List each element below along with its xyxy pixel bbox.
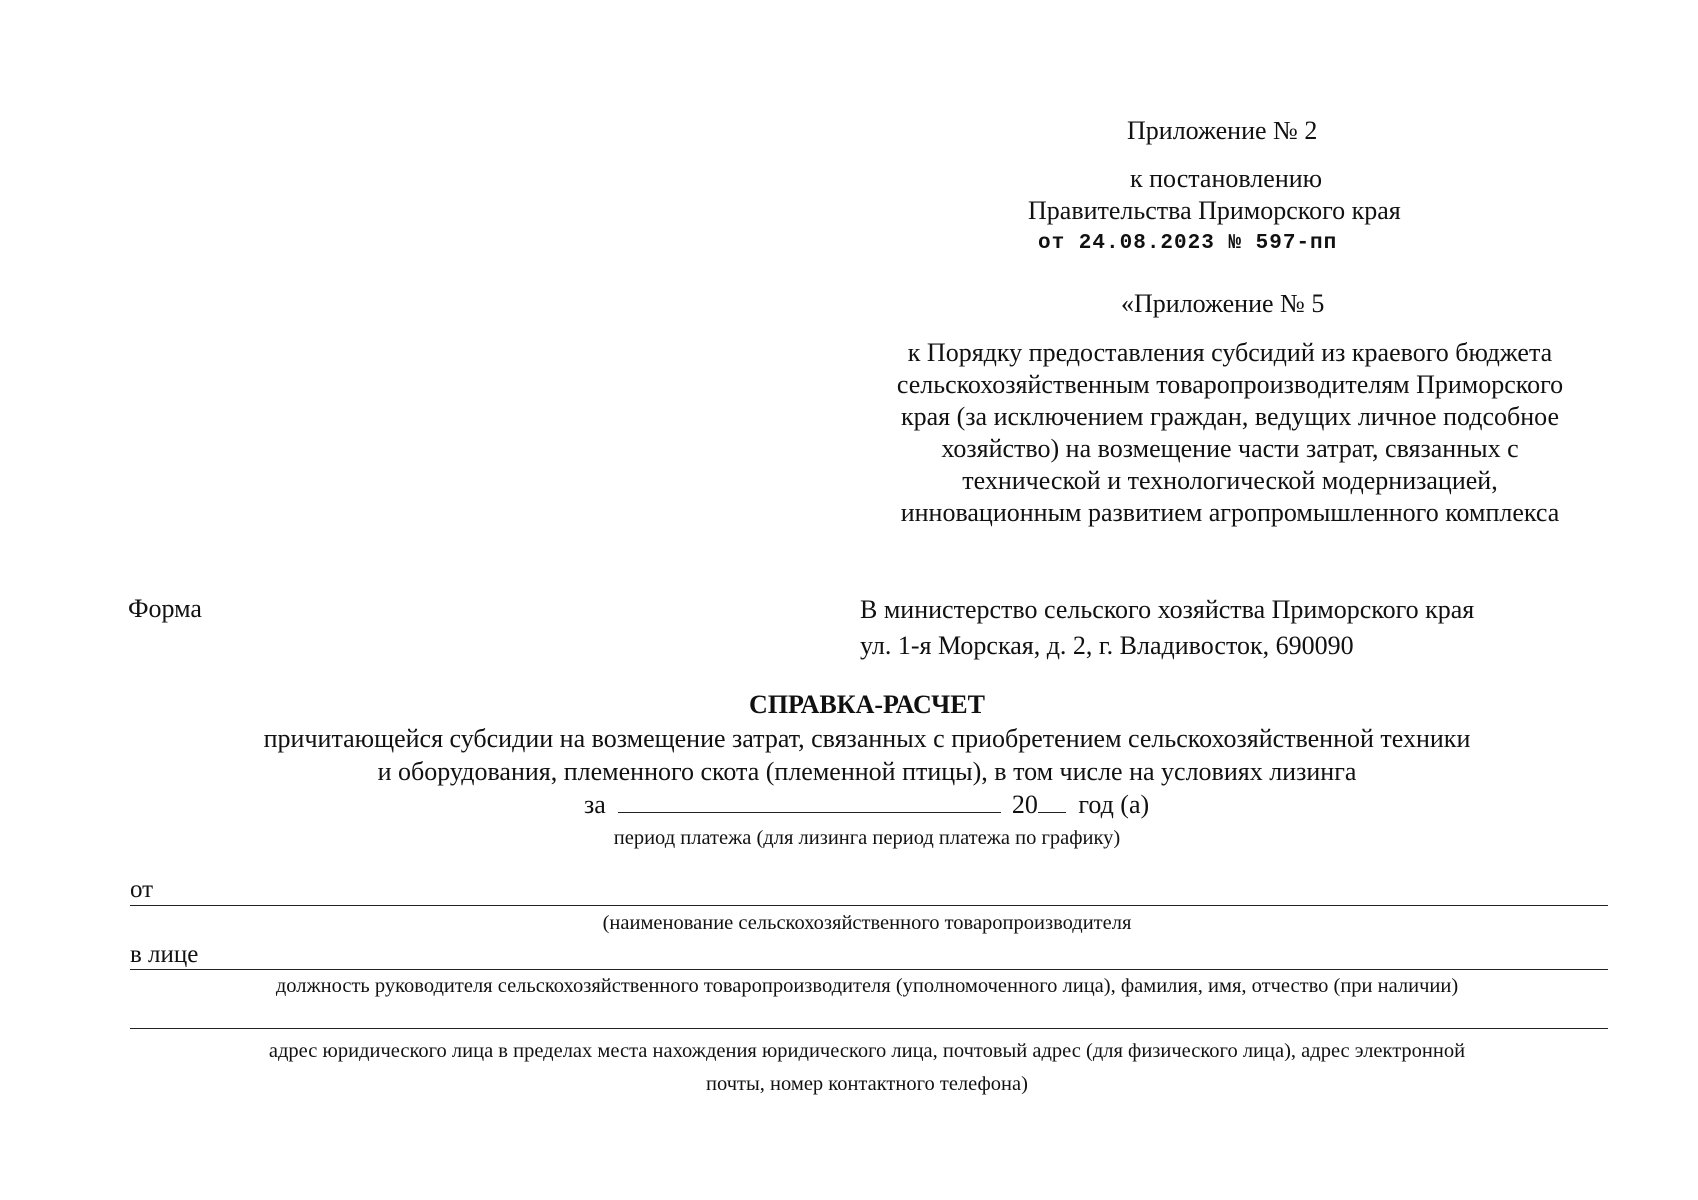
- period-year-input[interactable]: [1038, 790, 1066, 813]
- to-resolution-text: к постановлению: [1130, 164, 1323, 193]
- period-prefix: за: [584, 790, 606, 819]
- represented-by-caption: должность руководителя сельскохозяйственного товаропроизводителя (уполномоченного лица), фамилия, имя, отчество (при наличии): [275, 975, 1459, 997]
- period-input[interactable]: [618, 790, 1001, 813]
- represented-by-label: в лице: [130, 941, 199, 968]
- period-suffix: год (а): [1078, 790, 1150, 819]
- appendix-5-description: [860, 337, 1600, 529]
- period-caption: период платежа (для лизинга период платежа по графику): [613, 827, 1121, 849]
- resolution-date-number: от 24.08.2023 № 597-пп: [1038, 232, 1338, 255]
- document-title: СПРАВКА-РАСЧЕТ: [749, 690, 985, 719]
- appendix-5-line: к Порядку предоставления субсидий из краевого бюджета: [907, 338, 1553, 367]
- period-line: [584, 789, 1149, 821]
- form-label: Форма: [128, 594, 202, 623]
- recipient-line-2: ул. 1-я Морская, д. 2, г. Владивосток, 690090: [860, 631, 1354, 660]
- appendix-5-line: технической и технологической модернизацией,: [962, 466, 1498, 495]
- appendix-5-line: края (за исключением граждан, ведущих личное подсобное: [900, 402, 1560, 431]
- appendix-5-line: хозяйство) на возмещение части затрат, связанных с: [941, 434, 1519, 463]
- period-year-prefix: 20: [1011, 790, 1038, 819]
- government-name: Правительства Приморского края: [1028, 196, 1401, 225]
- from-label: от: [130, 876, 154, 903]
- represented-by-input-line[interactable]: [130, 969, 1608, 970]
- document-subtitle-line-1: причитающейся субсидии на возмещение затрат, связанных с приобретением сельскохозяйственной техники: [263, 724, 1471, 753]
- appendix-5-line: инновационным развитием агропромышленного комплекса: [900, 498, 1560, 527]
- document-subtitle-line-2: и оборудования, племенного скота (племенной птицы), в том числе на условиях лизинга: [377, 757, 1357, 786]
- from-input-line[interactable]: [130, 905, 1608, 906]
- appendix-5-line: сельскохозяйственным товаропроизводителям Приморского: [896, 370, 1564, 399]
- appendix-5-title: «Приложение № 5: [1121, 289, 1325, 318]
- address-caption-line-2: почты, номер контактного телефона): [706, 1073, 1028, 1095]
- address-caption-line-1: адрес юридического лица в пределах места нахождения юридического лица, почтовый адрес (для физического лица), адрес электронной: [268, 1040, 1466, 1062]
- recipient-line-1: В министерство сельского хозяйства Приморского края: [860, 595, 1475, 624]
- appendix-2-title: Приложение № 2: [1127, 116, 1318, 145]
- from-caption: (наименование сельскохозяйственного товаропроизводителя: [602, 912, 1132, 934]
- address-input-line[interactable]: [130, 1028, 1608, 1029]
